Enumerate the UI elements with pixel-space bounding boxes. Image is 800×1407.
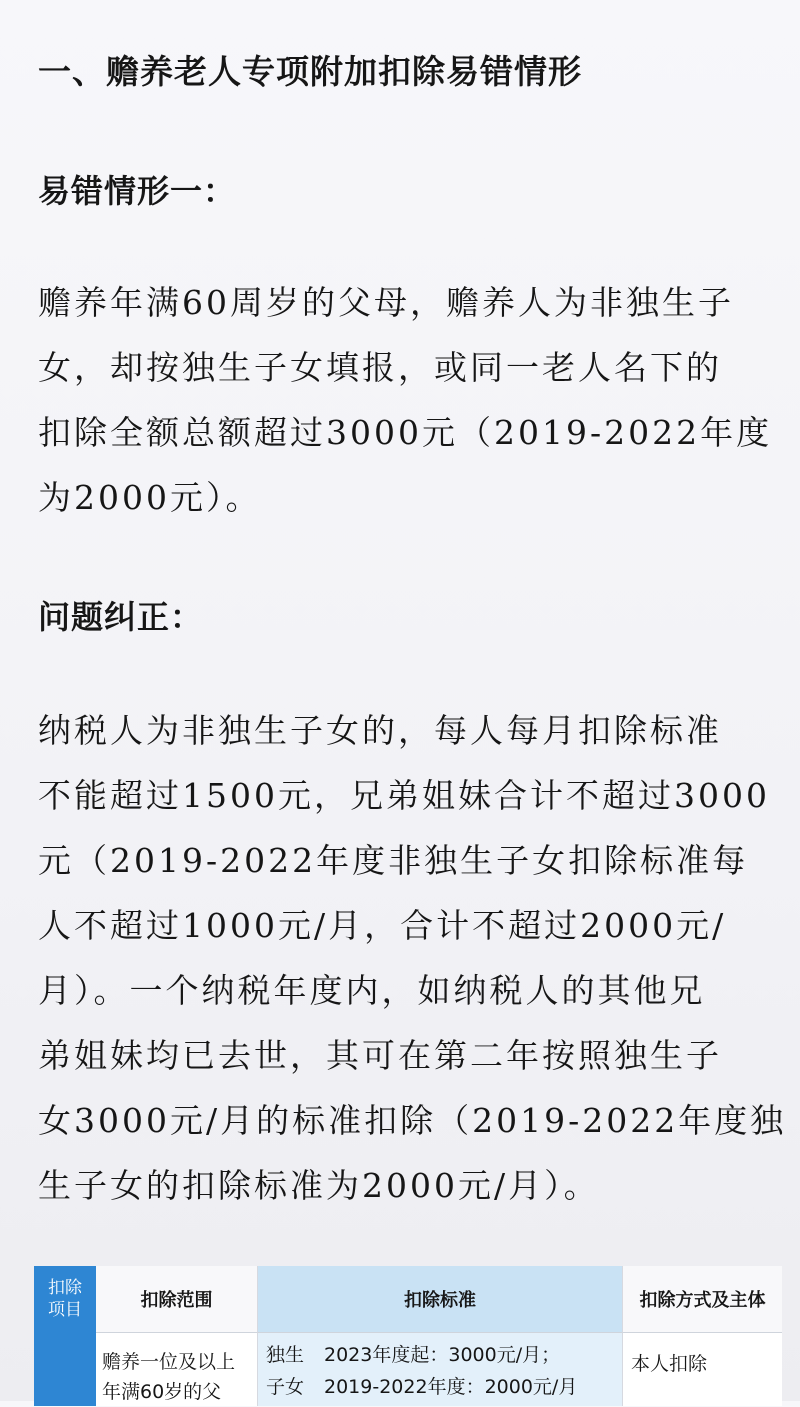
standard-row: [266, 1339, 622, 1371]
item-column-cell: [34, 1332, 96, 1406]
section-title: 一、赡养老人专项附加扣除易错情形: [38, 52, 582, 91]
correction-heading: 问题纠正：: [38, 598, 204, 636]
correction-paragraph: [38, 698, 787, 1218]
case-heading: 易错情形一：: [38, 172, 237, 210]
text-line: 女3000元/月的标准扣除（2019-2022年度独: [38, 1101, 787, 1140]
text-line: 赡养年满60周岁的父母，赡养人为非独生子: [38, 283, 734, 322]
standard-text: 2019-2022年度：2000元/月: [324, 1376, 578, 1398]
range-cell: [96, 1332, 258, 1406]
text-line: 弟姐妹均已去世，其可在第二年按照独生子: [38, 1036, 722, 1075]
standard-tag: 独生: [266, 1344, 305, 1366]
text-line: 女，却按独生子女填报，或同一老人名下的: [38, 348, 722, 387]
deduction-table: [34, 1266, 782, 1406]
standard-row: [266, 1371, 622, 1403]
standard-cell: [258, 1332, 622, 1406]
text-line: 元（2019-2022年度非独生子女扣除标准每: [38, 841, 749, 880]
text-line: 纳税人为非独生子女的，每人每月扣除标准: [38, 711, 722, 750]
standard-tag: 子女: [266, 1376, 305, 1398]
range-line: 赡养一位及以上: [102, 1351, 236, 1373]
case-paragraph: [38, 270, 780, 530]
header-deduction-range: 扣除范围: [96, 1266, 258, 1332]
text-line: 月）。一个纳税年度内，如纳税人的其他兄: [38, 971, 706, 1010]
text-line: 不能超过1500元，兄弟姐妹合计不超过3000: [38, 776, 770, 815]
header-deduction-item: 扣除项目: [34, 1266, 96, 1332]
text-line: 生子女的扣除标准为2000元/月）。: [38, 1166, 600, 1205]
text-line: 扣除全额总额超过3000元（2019-2022年度: [38, 413, 773, 452]
text-line: 为2000元）。: [38, 478, 262, 517]
text-line: 人不超过1000元/月，合计不超过2000元/: [38, 906, 727, 945]
method-cell: 本人扣除: [622, 1332, 782, 1406]
range-line: 年满60岁的父: [102, 1381, 222, 1403]
standard-text: 2023年度起：3000元/月；: [324, 1344, 561, 1366]
header-deduction-standard: 扣除标准: [258, 1266, 622, 1332]
header-deduction-method: 扣除方式及主体: [622, 1266, 782, 1332]
